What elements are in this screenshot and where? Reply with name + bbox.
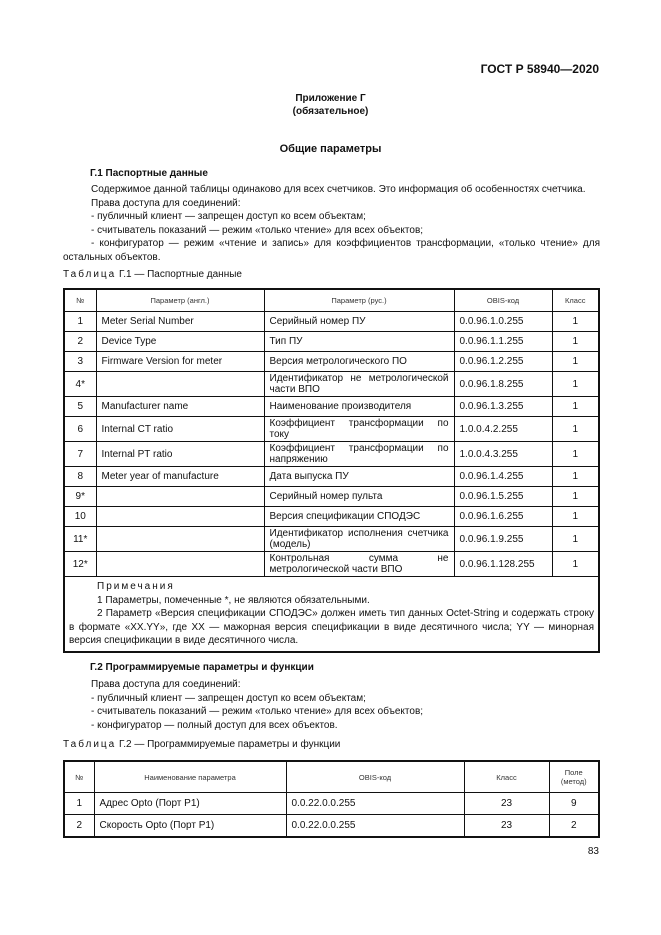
column-header: Класс <box>464 761 549 793</box>
table-cell: Наименование производителя <box>264 397 454 417</box>
table-cell: 0.0.96.1.2.255 <box>454 352 552 372</box>
table-cell: 1 <box>552 487 599 507</box>
table-cell: 0.0.96.1.9.255 <box>454 527 552 552</box>
table-cell: 23 <box>464 793 549 815</box>
table-row <box>64 527 599 552</box>
table-cell <box>96 552 264 577</box>
table-cell: 0.0.96.1.8.255 <box>454 372 552 397</box>
table-cell: Контрольная сумма не метрологической части ВПО <box>264 552 454 577</box>
table-cell: Manufacturer name <box>96 397 264 417</box>
table-cell: Meter year of manufacture <box>96 467 264 487</box>
table-cell: 2 <box>64 332 96 352</box>
column-header: Класс <box>552 289 599 312</box>
notes-title: Примечания <box>97 581 175 592</box>
table-row <box>64 332 599 352</box>
table-cell: 1 <box>552 352 599 372</box>
table-cell: 1.0.0.4.2.255 <box>454 417 552 442</box>
table-cell: 8 <box>64 467 96 487</box>
list-item: - считыватель показаний — режим «только чтение» для всех объектов; <box>91 224 424 236</box>
table-row <box>64 815 599 838</box>
caption-prefix: Таблица <box>63 269 117 280</box>
table-cell <box>96 372 264 397</box>
table-cell: 0.0.96.1.1.255 <box>454 332 552 352</box>
table-notes <box>64 577 599 652</box>
standard-header: ГОСТ Р 58940—2020 <box>480 62 599 76</box>
table-cell: Internal CT ratio <box>96 417 264 442</box>
table-cell: 7 <box>64 442 96 467</box>
table-row <box>64 417 599 442</box>
note: 1 Параметры, помеченные *, не являются обязательными. <box>97 594 370 606</box>
table-header <box>64 289 599 312</box>
table-cell <box>96 487 264 507</box>
table-cell: 4* <box>64 372 96 397</box>
table-cell: Коэффициент трансформации по напряжению <box>264 442 454 467</box>
table-cell: 12* <box>64 552 96 577</box>
table-cell: 0.0.96.1.4.255 <box>454 467 552 487</box>
table-cell: 1 <box>64 793 94 815</box>
list-item: - публичный клиент — запрещен доступ ко всем объектам; <box>91 211 366 222</box>
table-cell: 1 <box>552 507 599 527</box>
caption-prefix: Таблица <box>63 739 117 750</box>
table-cell: Firmware Version for meter <box>96 352 264 372</box>
table-cell <box>96 507 264 527</box>
table-cell: 1 <box>64 312 96 332</box>
table-cell: 1 <box>552 467 599 487</box>
list-item: - конфигуратор — режим «чтение и запись» для коэффициентов трансформации, «только чтение» для остальных объектов. <box>63 238 600 263</box>
table-cell: Адрес Opto (Порт P1) <box>94 793 286 815</box>
table-row <box>64 793 599 815</box>
table-cell: 0.0.96.1.128.255 <box>454 552 552 577</box>
list-item: - считыватель показаний — режим «только чтение» для всех объектов; <box>91 706 424 717</box>
column-header: Параметр (англ.) <box>96 289 264 312</box>
table-row <box>64 312 599 332</box>
table-cell: 1 <box>552 312 599 332</box>
table-cell: 1 <box>552 527 599 552</box>
paragraph: Права доступа для соединений: <box>91 679 241 690</box>
list-item: - конфигуратор — полный доступ для всех объектов. <box>91 719 338 731</box>
appendix-title: Приложение Г <box>295 93 366 104</box>
table-cell: Версия спецификации СПОДЭС <box>264 507 454 527</box>
table-cell: Идентификатор не метрологической части ВПО <box>264 372 454 397</box>
table-cell: 11* <box>64 527 96 552</box>
column-header: Параметр (рус.) <box>264 289 454 312</box>
column-header: Поле (метод) <box>549 761 599 793</box>
table-cell: 2 <box>549 815 599 838</box>
section-title: Г.1 Паспортные данные <box>90 168 208 179</box>
table-cell: Серийный номер пульта <box>264 487 454 507</box>
caption-text: Г.2 — Программируемые параметры и функции <box>119 739 341 750</box>
table-cell: Дата выпуска ПУ <box>264 467 454 487</box>
table-cell: Версия метрологического ПО <box>264 352 454 372</box>
table-cell: Скорость Opto (Порт P1) <box>94 815 286 838</box>
table-cell: Device Type <box>96 332 264 352</box>
table-cell: Коэффициент трансформации по току <box>264 417 454 442</box>
table-cell: 23 <box>464 815 549 838</box>
column-header: № <box>64 289 96 312</box>
table-cell: 5 <box>64 397 96 417</box>
table-cell: 1 <box>552 552 599 577</box>
table-cell: Meter Serial Number <box>96 312 264 332</box>
table-row <box>64 372 599 397</box>
table-cell: 10 <box>64 507 96 527</box>
note: 2 Параметр «Версия спецификации СПОДЭС» должен иметь тип данных Octet-String и содержать строку в формате «XX.YY», где XX — мажорная версия спецификации в виде десятичного числа; YY — минорная версия спецификации в виде десятичного числа. <box>69 608 594 646</box>
section-title: Г.2 Программируемые параметры и функции <box>90 662 314 673</box>
table-cell: 6 <box>64 417 96 442</box>
section-body <box>63 678 600 732</box>
paragraph: Права доступа для соединений: <box>91 197 241 209</box>
table-cell: 0.0.96.1.5.255 <box>454 487 552 507</box>
passport-table <box>63 288 600 653</box>
appendix-subtitle: (обязательное) <box>292 106 369 117</box>
table-cell: 1 <box>552 442 599 467</box>
table-row <box>64 552 599 577</box>
table-cell: 1 <box>552 397 599 417</box>
table-header <box>64 761 599 793</box>
table-cell: 1 <box>552 372 599 397</box>
table-caption <box>63 269 242 280</box>
caption-text: Г.1 — Паспортные данные <box>119 269 242 280</box>
table-cell: 0.0.22.0.0.255 <box>286 815 464 838</box>
table-cell: 0.0.96.1.0.255 <box>454 312 552 332</box>
list-item: - публичный клиент — запрещен доступ ко всем объектам; <box>91 692 366 704</box>
table-cell: 1.0.0.4.3.255 <box>454 442 552 467</box>
table-cell: 0.0.96.1.3.255 <box>454 397 552 417</box>
column-header: OBIS-код <box>454 289 552 312</box>
table-cell: 1 <box>552 417 599 442</box>
page-number: 83 <box>587 846 599 857</box>
table-cell: 9* <box>64 487 96 507</box>
table-cell: Internal PT ratio <box>96 442 264 467</box>
table-cell: 2 <box>64 815 94 838</box>
table-cell: 9 <box>549 793 599 815</box>
section-body <box>63 183 600 264</box>
table-row <box>64 352 599 372</box>
table-cell: 0.0.22.0.0.255 <box>286 793 464 815</box>
table-cell: 3 <box>64 352 96 372</box>
column-header: OBIS-код <box>286 761 464 793</box>
page-heading: Общие параметры <box>279 143 382 155</box>
table-cell <box>96 527 264 552</box>
paragraph: Содержимое данной таблицы одинаково для всех счетчиков. Это информация об особенностях счетчика. <box>91 184 586 195</box>
column-header: Наименование параметра <box>94 761 286 793</box>
programmable-params-table <box>63 760 600 838</box>
table-cell: 1 <box>552 332 599 352</box>
table-caption <box>63 739 340 750</box>
table-cell: Идентификатор исполнения счетчика (модель) <box>264 527 454 552</box>
table-cell: Серийный номер ПУ <box>264 312 454 332</box>
table-row <box>64 507 599 527</box>
table-row <box>64 487 599 507</box>
column-header: № <box>64 761 94 793</box>
table-row <box>64 467 599 487</box>
table-row <box>64 397 599 417</box>
table-cell: Тип ПУ <box>264 332 454 352</box>
table-row <box>64 442 599 467</box>
table-cell: 0.0.96.1.6.255 <box>454 507 552 527</box>
